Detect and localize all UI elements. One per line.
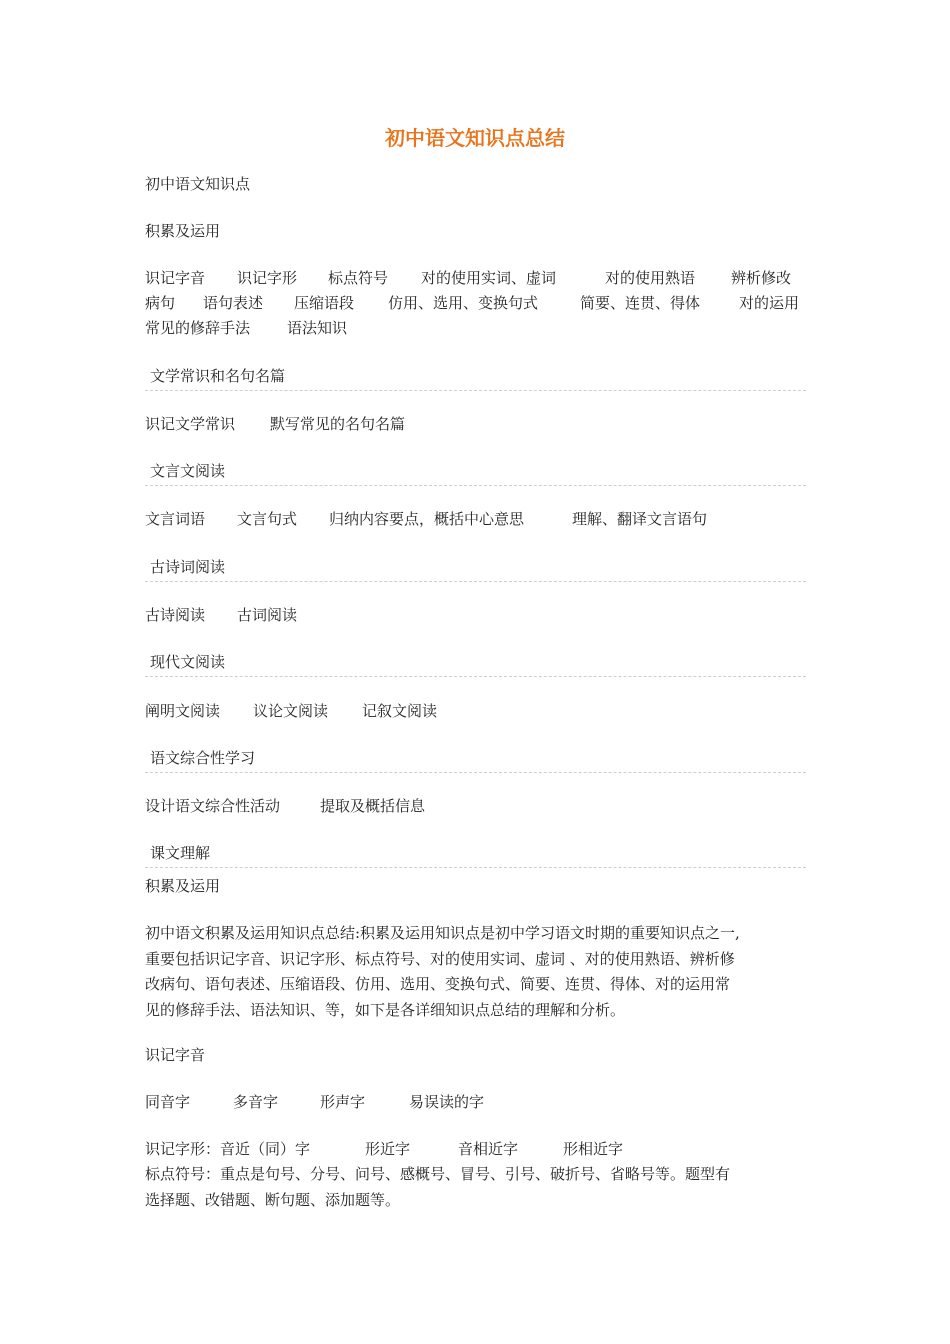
- section-heading-poetry: [145, 557, 806, 582]
- paragraph-line: 选择题、改错题、断句题、添加题等。: [145, 1190, 401, 1209]
- list-item: 对的运用: [739, 294, 800, 312]
- list-item: 识记文学常识: [145, 415, 236, 433]
- list-item: 古诗阅读: [145, 606, 206, 624]
- list-item: 同音字: [145, 1093, 191, 1111]
- section-heading-label: 文言文阅读: [150, 462, 226, 480]
- section-heading-label: 语文综合性学习: [150, 749, 256, 767]
- list-item: 提取及概括信息: [320, 797, 426, 815]
- section-heading-label: 课文理解: [150, 844, 211, 862]
- list-item: 形近字: [365, 1140, 411, 1158]
- list-item: 古词阅读: [237, 606, 298, 624]
- list-item: 音相近字: [458, 1140, 519, 1158]
- list-item: 简要、连贯、得体: [580, 294, 701, 312]
- section-heading-label: 现代文阅读: [150, 653, 226, 671]
- paragraph-line: 初中语文积累及运用知识点总结:积累及运用知识点是初中学习语文时期的重要知识点之一,: [145, 924, 740, 942]
- list-item: 易误读的字: [409, 1093, 485, 1111]
- list-item: 设计语文综合性活动: [145, 797, 281, 815]
- intro-text: 初中语文知识点: [145, 175, 251, 193]
- list-item: 文言句式: [237, 510, 298, 528]
- list-item: 语句表述: [203, 294, 264, 312]
- list-item: 阐明文阅读: [145, 702, 221, 720]
- section-heading-classical-chinese: [145, 461, 806, 486]
- list-item: 压缩语段: [294, 294, 355, 312]
- list-item: 识记字音: [145, 269, 206, 287]
- sub-heading-phonetics: 识记字音: [145, 1046, 206, 1064]
- section-heading-text-comprehension: [145, 843, 806, 868]
- list-item: 病句: [145, 294, 176, 312]
- paragraph-line: 重要包括识记字音、识记字形、标点符号、对的使用实词、虚词 、对的使用熟语、辨析修: [145, 949, 735, 968]
- paragraph-line: 改病句、语句表述、压缩语段、仿用、选用、变换句式、简要、连贯、得体、对的运用常: [145, 975, 731, 993]
- list-item: 常见的修辞手法: [145, 319, 251, 337]
- punctuation-paragraph: [145, 1162, 817, 1213]
- section-heading-literature: [145, 366, 806, 391]
- list-item: 对的使用熟语: [605, 269, 696, 287]
- list-item: 语法知识: [287, 319, 348, 337]
- list-item: 形相近字: [563, 1140, 624, 1158]
- paragraph-line: 见的修辞手法、语法知识、等，如下是各详细知识点总结的理解和分析。: [145, 1000, 626, 1019]
- section-heading-accumulation: 积累及运用: [145, 222, 221, 240]
- list-item: 形声字: [320, 1093, 366, 1111]
- section-heading-label: 古诗词阅读: [150, 558, 226, 576]
- document-title: 初中语文知识点总结: [385, 126, 565, 150]
- list-item: 多音字: [233, 1093, 279, 1111]
- paragraph-line: 标点符号：重点是句号、分号、问号、感概号、冒号、引号、破折号、省略号等。题型有: [145, 1165, 731, 1183]
- section-heading-label: 文学常识和名句名篇: [150, 367, 286, 385]
- list-item: 文言词语: [145, 510, 206, 528]
- list-item: 记叙文阅读: [362, 702, 438, 720]
- list-item: 议论文阅读: [253, 702, 329, 720]
- list-item: 辨析修改: [731, 269, 792, 287]
- list-item: 识记字形: [237, 269, 298, 287]
- detail-heading: 积累及运用: [145, 877, 221, 895]
- detail-paragraph: [145, 921, 817, 1023]
- glyph-label: 识记字形：音近（同）字: [145, 1140, 311, 1158]
- list-item: 归纳内容要点，概括中心意思: [329, 510, 525, 528]
- list-item: 理解、翻译文言语句: [572, 510, 708, 528]
- list-item: 对的使用实词、虚词: [421, 269, 557, 287]
- list-item: 默写常见的名句名篇: [270, 415, 406, 433]
- section-heading-comprehensive-learning: [145, 748, 806, 773]
- list-item: 仿用、选用、变换句式: [388, 294, 539, 312]
- list-item: 标点符号: [328, 269, 389, 287]
- section-heading-modern-prose: [145, 652, 806, 677]
